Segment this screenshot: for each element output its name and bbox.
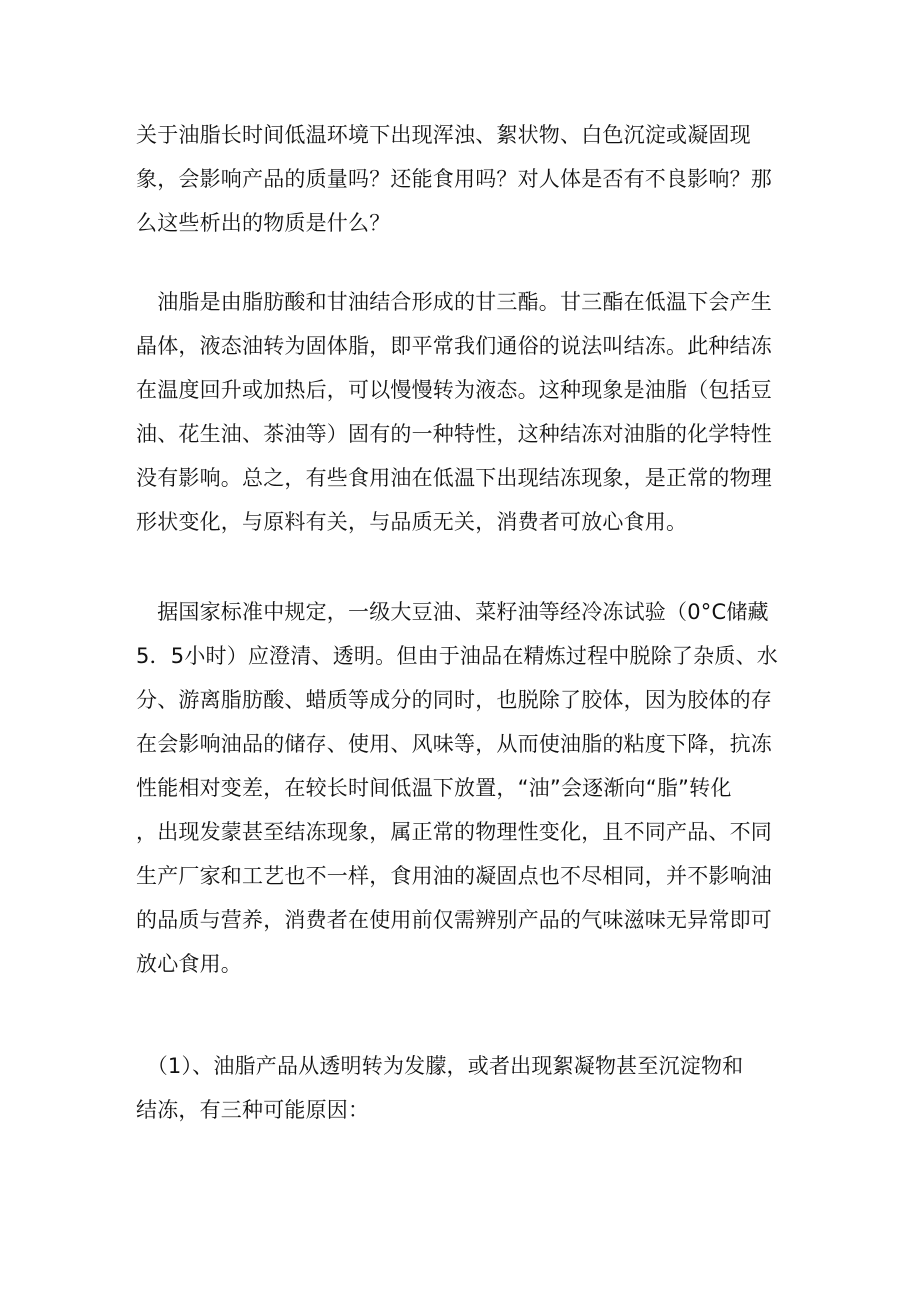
text-line: 关于油脂长时间低温环境下出现浑浊、絮状物、白色沉淀或凝固现: [136, 123, 751, 147]
paragraph-triglyceride-explanation: [136, 280, 788, 544]
text-line: （1）、油脂产品从透明转为发朦，或者出现絮凝物甚至沉淀物和: [136, 1054, 744, 1078]
text-line: 在温度回升或加热后，可以慢慢转为液态。这种现象是油脂（包括豆: [136, 378, 772, 402]
text-line: 象，会影响产品的质量吗？还能食用吗？对人体是否有不良影响？那: [136, 167, 772, 191]
text-line: 分、游离脂肪酸、蜡质等成分的同时，也脱除了胶体，因为胶体的存: [136, 688, 772, 712]
text-line: 放心食用。: [136, 952, 242, 976]
text-line: 油、花生油、茶油等）固有的一种特性，这种结冻对油脂的化学特性: [136, 422, 772, 446]
text-line: 结冻，有三种可能原因：: [136, 1098, 370, 1122]
paragraph-national-standard: [136, 590, 788, 986]
text-line: 据国家标准中规定，一级大豆油、菜籽油等经冷冻试验（0°C储藏: [136, 600, 769, 624]
paragraph-point-one: [136, 1044, 788, 1132]
text-line: 么这些析出的物质是什么？: [136, 211, 391, 235]
text-line: 5．5小时）应澄清、透明。但由于油品在精炼过程中脱除了杂质、水: [136, 644, 778, 668]
text-line: 没有影响。总之，有些食用油在低温下出现结冻现象，是正常的物理: [136, 466, 772, 490]
text-line: ，出现发蒙甚至结冻现象，属正常的物理性变化，且不同产品、不同: [136, 820, 772, 844]
text-line: 油脂是由脂肪酸和甘油结合形成的甘三酯。甘三酯在低温下会产生: [136, 290, 772, 314]
text-line: 性能相对变差，在较长时间低温下放置，“油”会逐渐向“脂”转化: [136, 776, 732, 800]
text-line: 在会影响油品的储存、使用、风味等，从而使油脂的粘度下降，抗冻: [136, 732, 772, 756]
paragraph-intro-question: [136, 113, 788, 245]
text-line: 形状变化，与原料有关，与品质无关，消费者可放心食用。: [136, 510, 688, 534]
text-line: 的品质与营养，消费者在使用前仅需辨别产品的气味滋味无异常即可: [136, 908, 772, 932]
text-line: 晶体，液态油转为固体脂，即平常我们通俗的说法叫结冻。此种结冻: [136, 334, 772, 358]
text-line: 生产厂家和工艺也不一样，食用油的凝固点也不尽相同，并不影响油: [136, 864, 772, 888]
